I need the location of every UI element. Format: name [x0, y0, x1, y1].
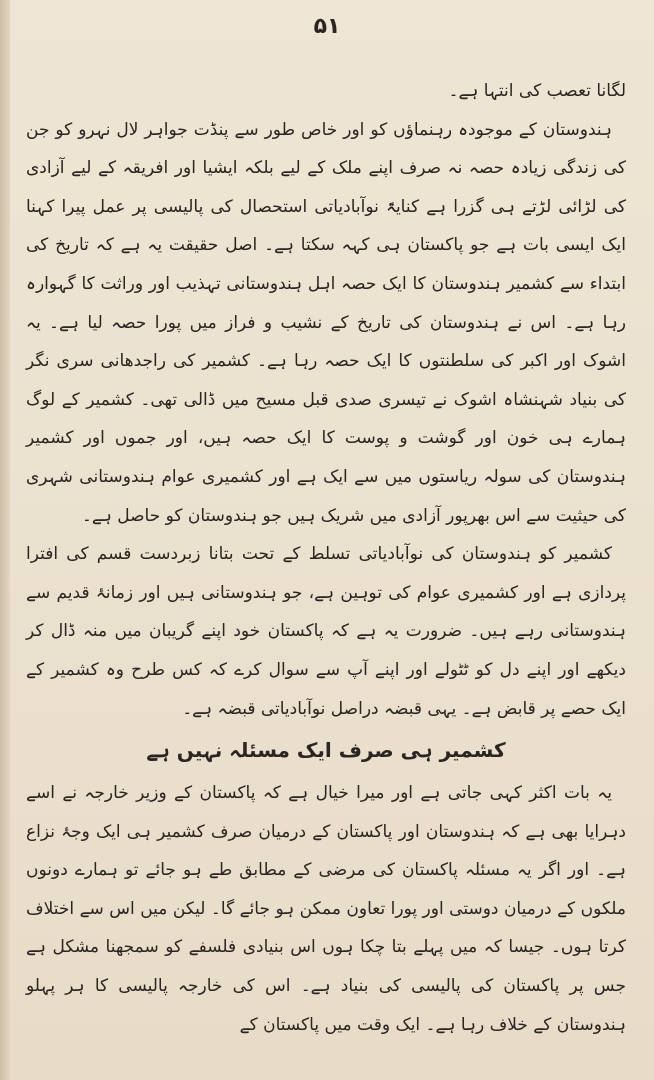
paragraph-opening-line: لگانا تعصب کی انتہا ہے۔	[448, 81, 626, 101]
paragraph-closing: یہ بات اکثر کہی جاتی ہے اور میرا خیال ہے کہ پاکستان کے وزیر خارجہ نے اسے دہرایا بھی ہے کہ ہندوستان اور پاکستان کے درمیان صرف کشمیر ہی ایک وجۂ نزاع ہے۔ اور اگر یہ مسئلہ پاکستان کی مرضی کے مطابق طے ہو جائے تو ہمارے دونوں ملکوں کے درمیان دوستی اور پورا تعاون ممکن ہو جائے گا۔ لیکن میں اس سے اختلاف کرتا ہوں۔ جیسا کہ میں پہلے بتا چکا ہوں اس بنیادی فلسفے کو سمجھنا مشکل ہے جس پر پاکستان کی پالیسی کی بنیاد ہے۔ اس کی خارجہ پالیسی کا ہر پہلو ہندوستان کے خلاف رہا ہے۔ ایک وقت میں پاکستان کے	[26, 783, 626, 1035]
page-body	[26, 72, 626, 1044]
paragraph-indian-leaders: ہندوستان کے موجودہ رہنماؤں کو اور خاص طور سے پنڈت جواہر لال نہرو کو جن کی زندگی زیادہ حصہ نہ صرف اپنے ملک کے لیے بلکہ ایشیا اور افریقہ کے لیے آزادی کی لڑائی لڑتے ہی گزرا ہے کنایۃً نوآبادیاتی استحصال کی پالیسی پر عمل پیرا کہنا ایک ایسی بات ہے جو پاکستان ہی کہہ سکتا ہے۔ اصل حقیقت یہ ہے کہ تاریخ کی ابتداء سے کشمیر ہندوستان کا ایک حصہ اہل ہندوستانی تہذیب اور وراثت کا گہوارہ رہا ہے۔ اس نے ہندوستان کی تاریخ کے نشیب و فراز میں پورا حصہ لیا ہے۔ یہ اشوک اور اکبر کی سلطنتوں کا ایک حصہ رہا ہے۔ کشمیر کی راجدھانی سری نگر کی بنیاد شہنشاہ اشوک نے تیسری صدی قبل مسیح میں ڈالی تھی۔ کشمیر کے لوگ ہمارے ہی خون اور گوشت و پوست کا ایک حصہ ہیں، اور جموں اور کشمیر ہندوستان کی سولہ ریاستوں میں سے ایک ہے اور کشمیری عوام ہندوستانی شہری کی حیثیت سے اس بھرپور آزادی میں شریک ہیں جو ہندوستان کو حاصل ہے۔	[26, 119, 626, 526]
page-number: ۵۱	[313, 14, 341, 39]
paragraph-colonial-claim: کشمیر کو ہندوستان کی نوآبادیاتی تسلط کے تحت بتانا زبردست قسم کی افترا پردازی ہے اور کشمیری عوام کی توہین ہے، جو ہندوستانی ہیں اور زمانۂ قدیم سے ہندوستانی رہے ہیں۔ ضرورت یہ ہے کہ پاکستان خود اپنے گریبان میں منہ ڈال کر دیکھے اور اپنے دل کو ٹٹولے اور اپنے آپ سے سوال کرے کہ کس طرح وہ کشمیر کے ایک حصے پر قابض ہے۔ یہی قبضہ دراصل نوآبادیاتی قبضہ ہے۔	[26, 544, 626, 719]
page-binding-edge	[0, 0, 10, 1080]
section-heading: کشمیر ہی صرف ایک مسئلہ نہیں ہے	[146, 738, 506, 763]
